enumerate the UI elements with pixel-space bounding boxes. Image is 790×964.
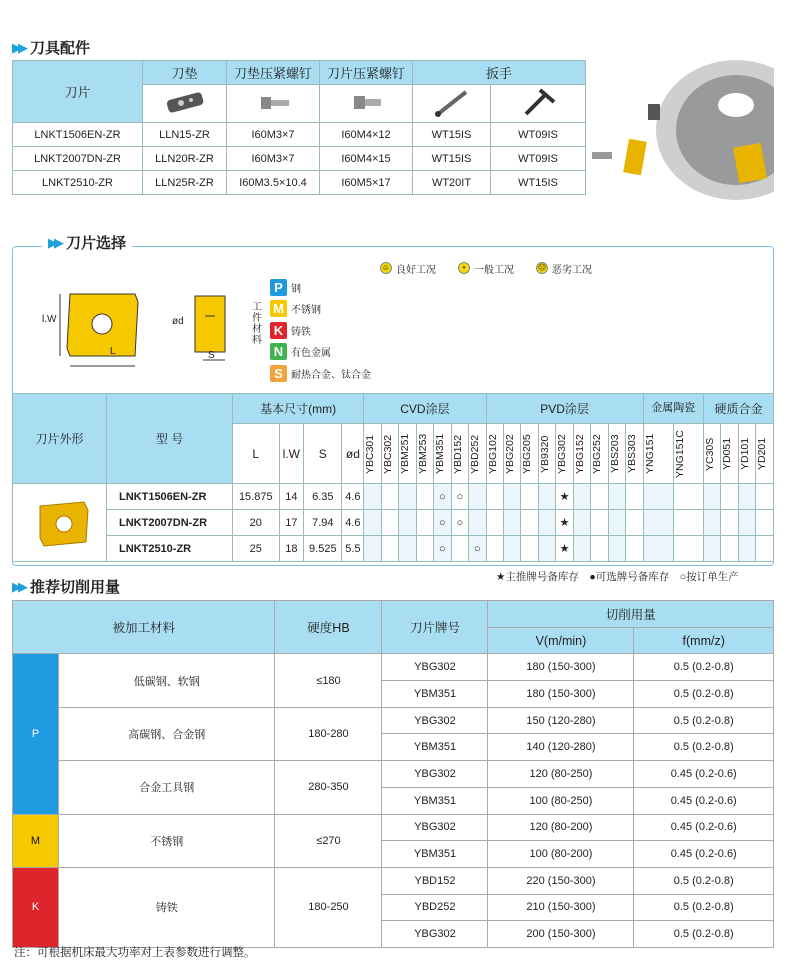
col-cutting: 切削用量 [488,601,774,628]
blade-screw-image [320,85,413,123]
grade-col: YBG202 [503,424,520,484]
material-row-N [270,342,331,362]
col-blade: 刀片 [13,61,143,123]
material-row-K [270,320,311,340]
table-row: 高碳钢、合金钢 180-280 YBG302 150 (120-280) 0.5 (0.2-0.8) [13,707,774,734]
col-blade-screw: 刀片压紧螺钉 [320,61,413,85]
grade-col: YNG151C [673,424,703,484]
col-carbide: 硬质合金 [704,394,774,424]
grade-col: YNG151 [643,424,673,484]
col-material: 被加工材料 [13,601,275,654]
col-cermet: 金属陶瓷 [643,394,703,424]
table-row: YBG302 200 (150-300) 0.5 (0.2-0.8) [13,921,774,948]
col-model: 型 号 [107,394,233,484]
material-name: 不锈钢 [291,305,321,316]
table-row: LNKT1506EN-ZR 15.875 14 6.35 4.6 ○ ○ ★ [13,484,774,510]
grade-col: YBC302 [381,424,398,484]
table-row: LNKT2007DN-ZR 20 17 7.94 4.6 ○ ○ ★ [13,510,774,536]
material-side-label: 工件材料 [252,302,262,346]
grade-col: YBG252 [591,424,608,484]
material-name: 有色金属 [291,348,331,359]
material-badge: S [270,365,287,382]
section-insert-header [42,232,132,253]
material-row-S [270,363,371,383]
table-row: M 不锈钢 ≤270 YBG302 120 (80-200) 0.45 (0.2-0.6) [13,814,774,841]
condition-legend: ☺ 良好工况 • 一般工况 ☹ 恶劣工况 [381,263,592,276]
bad-face-icon: ☹ [537,263,547,272]
normal-face-icon: • [458,262,470,274]
section-accessories-header [12,37,90,58]
footnote: 注：可根据机床最大功率对上表参数进行调整。 [14,947,256,959]
dim-lw-label: l.W [42,314,57,325]
table-row: YBM351 140 (120-280) 0.5 (0.2-0.8) [13,734,774,761]
good-face-icon: ☺ [381,263,391,272]
material-group-badge: M [13,814,59,867]
grade-col: YBM253 [416,424,433,484]
material-row-M [270,299,321,319]
wrench-2-image [491,85,586,123]
double-arrow-icon: ▶▶ [48,234,60,250]
col-pad: 刀垫 [143,61,227,85]
accessories-table [12,60,586,195]
grade-col: YC30S [704,424,721,484]
table-row: 合金工具钢 280-350 YBG302 120 (80-250) 0.45 (0.2-0.6) [13,761,774,788]
material-row-P [270,277,301,297]
grade-col: YBD252 [469,424,486,484]
cutter-image [586,60,774,203]
grade-col: YBG302 [556,424,573,484]
insert-shape-image [36,500,92,548]
col-shape: 刀片外形 [13,394,107,484]
table-row: LNKT2510-ZR LLN25R-ZR I60M3.5×10.4 I60M5×17 WT20IT WT15IS [13,171,586,195]
insert-drawing [40,286,250,376]
table-row: LNKT2510-ZR 25 18 9.525 5.5 ○ ○ ★ [13,536,774,562]
grade-col: YD051 [721,424,738,484]
cutting-params-table [12,600,774,948]
col-hardness: 硬度HB [275,601,382,654]
material-name: 耐热合金、钛合金 [291,369,371,381]
double-arrow-icon: ▶▶ [12,39,24,55]
grade-col: YBD152 [451,424,468,484]
section-title: 推荐切削用量 [30,579,121,596]
grade-col: YBM251 [399,424,416,484]
table-row: K 铸铁 180-250 YBD152 220 (150-300) 0.5 (0.2-0.8) [13,867,774,894]
grade-col: YBS203 [608,424,625,484]
dim-col: S [304,424,342,484]
table-row: YBM351 100 (80-250) 0.45 (0.2-0.6) [13,787,774,814]
grade-col: YBC301 [364,424,381,484]
section-title: 刀片选择 [66,235,127,252]
col-pad-screw: 刀垫压紧螺钉 [227,61,320,85]
table-row: YBD252 210 (150-300) 0.5 (0.2-0.8) [13,894,774,921]
grade-col: YBG205 [521,424,538,484]
material-name: 铸铁 [291,326,311,338]
col-pvd: PVD涂层 [486,394,643,424]
grade-col: YB9320 [538,424,555,484]
grade-col: YBG102 [486,424,503,484]
col-grade: 刀片牌号 [382,601,488,654]
grade-note: ★主推牌号备库存 ●可选牌号备库存 ○按订单生产 [496,571,739,583]
table-row: LNKT2007DN-ZR LLN20R-ZR I60M3×7 I60M4×15 WT15IS WT09IS [13,147,586,171]
table-row: YBM351 180 (150-300) 0.5 (0.2-0.8) [13,681,774,708]
grade-col: YBG152 [573,424,590,484]
col-f: f(mm/z) [634,627,774,654]
col-v: V(m/min) [488,627,634,654]
material-badge: N [270,343,287,360]
dim-d-label: ød [172,316,184,327]
grade-col: YD101 [738,424,755,484]
material-name: 钢 [291,283,301,295]
insert-grade-table [12,393,774,562]
table-row: P 低碳钢、软钢 ≤180 YBG302 180 (150-300) 0.5 (0.2-0.8) [13,654,774,681]
dim-col: l.W [279,424,304,484]
grade-col: YBM351 [434,424,451,484]
double-arrow-icon: ▶▶ [12,578,24,594]
material-badge: P [270,279,287,296]
col-basic-dims: 基本尺寸(mm) [233,394,364,424]
table-row: LNKT1506EN-ZR LLN15-ZR I60M3×7 I60M4×12 WT15IS WT09IS [13,123,586,147]
material-group-badge: P [13,654,59,814]
material-badge: K [270,322,287,339]
dim-l-label: L [110,346,116,357]
pad-screw-image [227,85,320,123]
material-group-badge: K [13,867,59,947]
pad-image [143,85,227,123]
col-cvd: CVD涂层 [364,394,486,424]
material-badge: M [270,300,287,317]
wrench-1-image [413,85,491,123]
grade-col: YBS303 [626,424,643,484]
col-wrench: 扳手 [413,61,586,85]
table-row: YBM351 100 (80-200) 0.45 (0.2-0.6) [13,841,774,868]
section-cutting-header [12,576,120,597]
dim-col: L [233,424,280,484]
dim-col: ød [342,424,364,484]
section-title: 刀具配件 [30,40,91,57]
dim-s-label: S [208,350,215,361]
grade-col: YD201 [756,424,774,484]
